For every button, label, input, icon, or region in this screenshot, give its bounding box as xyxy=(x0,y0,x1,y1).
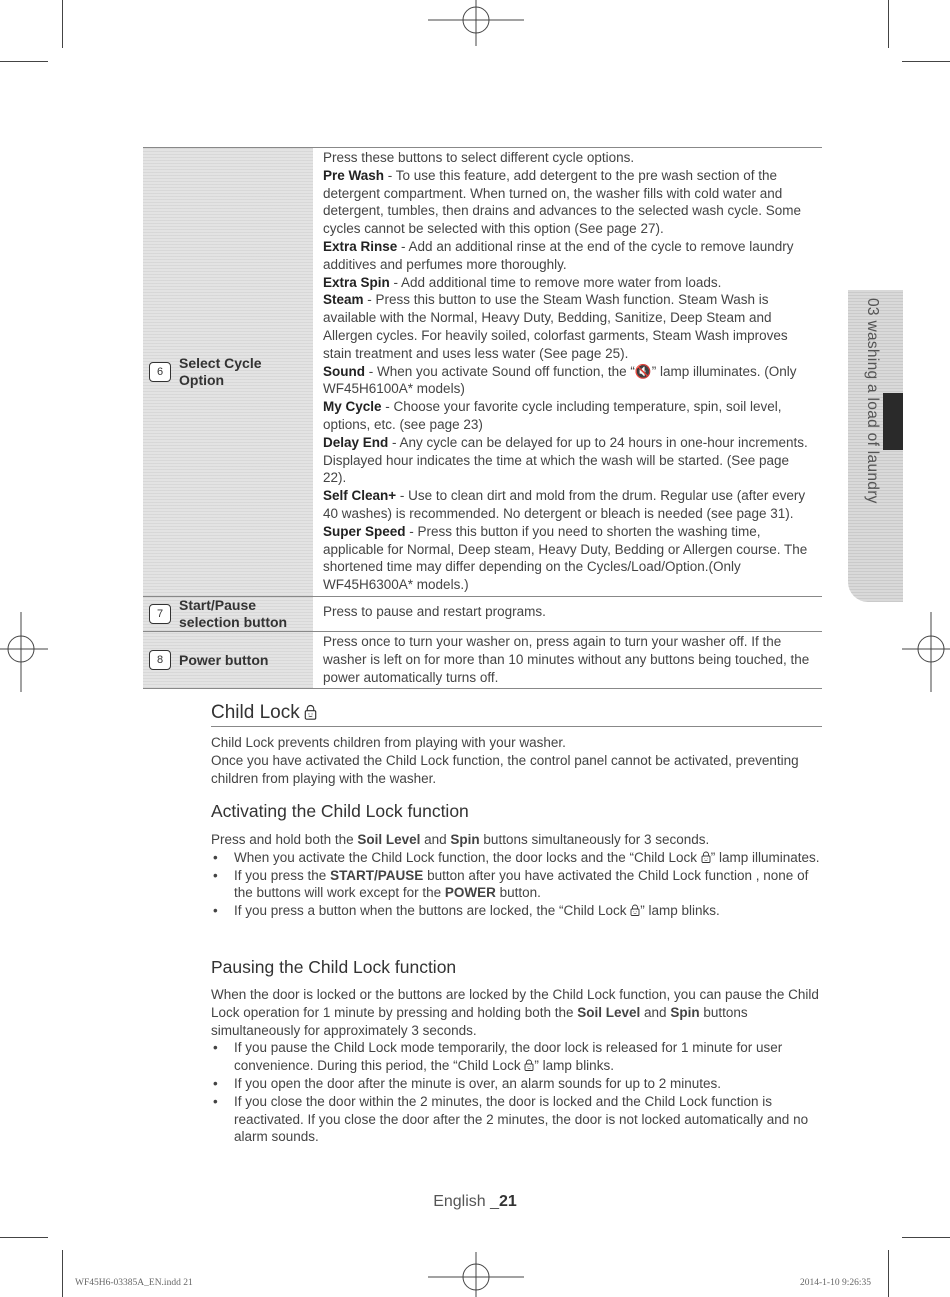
paragraph: Child Lock prevents children from playing with your washer. xyxy=(211,735,566,750)
row-label-text: Option xyxy=(179,371,225,388)
child-lock-icon xyxy=(524,1059,534,1071)
option-item xyxy=(323,363,814,399)
option-item xyxy=(323,434,814,487)
option-name: Extra Rinse xyxy=(323,238,398,254)
options-table xyxy=(143,147,822,689)
child-lock-heading xyxy=(211,702,822,727)
child-lock-body xyxy=(211,734,823,787)
list-item: • If you close the door within the 2 minutes, the door is locked and the Child Lock function is reactivated. If you close the door after the 2 minutes, the door is not locked automatically and no alarm sounds. xyxy=(211,1093,823,1146)
option-item xyxy=(323,291,814,362)
activating-title: Activating the Child Lock function xyxy=(211,801,469,821)
number-badge: 7 xyxy=(149,604,171,624)
print-date: 2014-1-10 9:26:35 xyxy=(800,1278,871,1288)
option-text: - When you activate Sound off function, the “🔇” lamp illuminates. (Only WF45H6100A* models) xyxy=(323,363,797,397)
activating-body xyxy=(211,831,823,920)
row-label-text: Power button xyxy=(179,651,269,668)
option-item xyxy=(323,398,814,434)
option-name: Steam xyxy=(323,292,364,308)
row-label xyxy=(143,148,313,596)
pausing-body xyxy=(211,986,823,1146)
paragraph: Once you have activated the Child Lock function, the control panel cannot be activated, preventing children from playing with the washer. xyxy=(211,752,799,786)
row-label xyxy=(143,597,313,631)
registration-mark-right xyxy=(902,612,950,692)
option-name: Pre Wash xyxy=(323,167,385,183)
option-text: - To use this feature, add detergent to the pre wash section of the detergent compartment. When turned on, the washer fills with cold water and detergent, tumbles, then drains and advances to the selected wash cycle. Some cycles cannot be selected with this option (See page 27). xyxy=(323,167,802,237)
bullet-list xyxy=(211,1039,823,1146)
section-title: Child Lock xyxy=(211,702,300,723)
row-description: Press to pause and restart programs. xyxy=(323,603,546,619)
option-name: Sound xyxy=(323,363,365,379)
row-label xyxy=(143,632,313,688)
row-label-text: selection button xyxy=(179,613,288,630)
option-text: - Choose your favorite cycle including temperature, spin, soil level, options, etc. (see page 23) xyxy=(323,399,782,432)
list-item: • If you pause the Child Lock mode temporarily, the door lock is released for 1 minute for user convenience. During this period, the “Child Lock ” lamp blinks. xyxy=(211,1039,823,1075)
option-name: Super Speed xyxy=(323,523,406,539)
file-slug: WF45H6-03385A_EN.indd 21 xyxy=(75,1278,193,1288)
option-item xyxy=(323,167,814,238)
row-description: Press once to turn your washer on, press again to turn your washer off. If the washer is left on for more than 10 minutes without any buttons being touched, the power automatically turns off. xyxy=(323,633,810,685)
child-lock-icon xyxy=(304,704,317,720)
chapter-tab-marker xyxy=(883,393,903,450)
option-text: - Add an additional rinse at the end of the cycle to remove laundry additives and perfumes more thoroughly. xyxy=(323,238,794,272)
child-lock-icon xyxy=(630,904,640,916)
option-text: - Add additional time to remove more water from loads. xyxy=(389,274,722,290)
table-row xyxy=(143,147,822,597)
crop-mark xyxy=(0,1237,48,1238)
option-text: - Press this button to use the Steam Wash function. Steam Wash is available with the Normal, Heavy Duty, Bedding, Sanitize, Deep Steam and Allergen cycles. For heavily soiled, colorfast garments, Steam Wash improves stain treatment and uses less water (See page 25). xyxy=(323,292,788,361)
row-description xyxy=(313,148,822,596)
option-text: - Press this button if you need to shorten the washing time, applicable for Normal, Deep steam, Heavy Duty, Bedding or Allergen course. The shortened time may differ depending on the Cycles/Load/Option.(Only WF45H6300A* models.) xyxy=(323,523,808,593)
list-item: • If you open the door after the minute is over, an alarm sounds for up to 2 minutes. xyxy=(211,1075,823,1093)
intro-text: Press these buttons to select different cycle options. xyxy=(323,150,635,165)
table-row xyxy=(143,632,822,689)
option-text: - Any cycle can be delayed for up to 24 hours in one-hour increments. Displayed hour indicates the time at which the wash will be started. (See page 22). xyxy=(323,434,808,486)
paragraph: When the door is locked or the buttons are locked by the Child Lock function, you can pause the Child Lock operation for 1 minute by pressing and holding both the Soil Level and Spin buttons simultaneously for approximately 3 seconds. xyxy=(211,987,819,1038)
crop-mark xyxy=(902,61,950,62)
list-item: • If you press the START/PAUSE button after you have activated the Child Lock function , none of the buttons will work except for the POWER button. xyxy=(211,867,823,903)
crop-mark xyxy=(888,0,889,48)
bullet-list xyxy=(211,849,823,920)
option-item xyxy=(323,238,814,274)
page-footer xyxy=(0,1193,950,1211)
list-item: • When you activate the Child Lock function, the door locks and the “Child Lock ” lamp illuminates. xyxy=(211,849,823,867)
crop-mark xyxy=(888,1250,889,1297)
number-badge: 6 xyxy=(149,362,171,382)
pausing-title: Pausing the Child Lock function xyxy=(211,957,457,977)
number-badge: 8 xyxy=(149,650,171,670)
list-item: • If you press a button when the buttons are locked, the “Child Lock ” lamp blinks. xyxy=(211,902,823,920)
crop-mark xyxy=(902,1237,950,1238)
registration-mark-bottom xyxy=(428,1252,524,1297)
child-lock-icon xyxy=(701,851,711,863)
option-item xyxy=(323,274,814,292)
option-item xyxy=(323,487,814,523)
paragraph: Press and hold both the Soil Level and Spin buttons simultaneously for 3 seconds. xyxy=(211,832,710,847)
row-label-text: Select Cycle xyxy=(179,354,262,371)
option-name: My Cycle xyxy=(323,399,382,415)
row-label-text: Start/Pause xyxy=(179,596,257,613)
option-item xyxy=(323,523,814,594)
crop-mark xyxy=(62,0,63,48)
option-name: Extra Spin xyxy=(323,274,390,290)
table-row xyxy=(143,597,822,632)
registration-mark-left xyxy=(0,612,48,692)
crop-mark xyxy=(62,1250,63,1297)
crop-mark xyxy=(0,61,48,62)
chapter-tab-label: 03 washing a load of laundry xyxy=(864,298,881,504)
footer-language: English _ xyxy=(433,1193,500,1210)
registration-mark-top xyxy=(428,0,524,48)
option-text: - Use to clean dirt and mold from the drum. Regular use (after every 40 washes) is recommended. No detergent or bleach is needed (see page 31). xyxy=(323,488,806,521)
option-name: Delay End xyxy=(323,434,389,450)
option-name: Self Clean+ xyxy=(323,488,397,504)
page-number: 21 xyxy=(499,1193,517,1210)
